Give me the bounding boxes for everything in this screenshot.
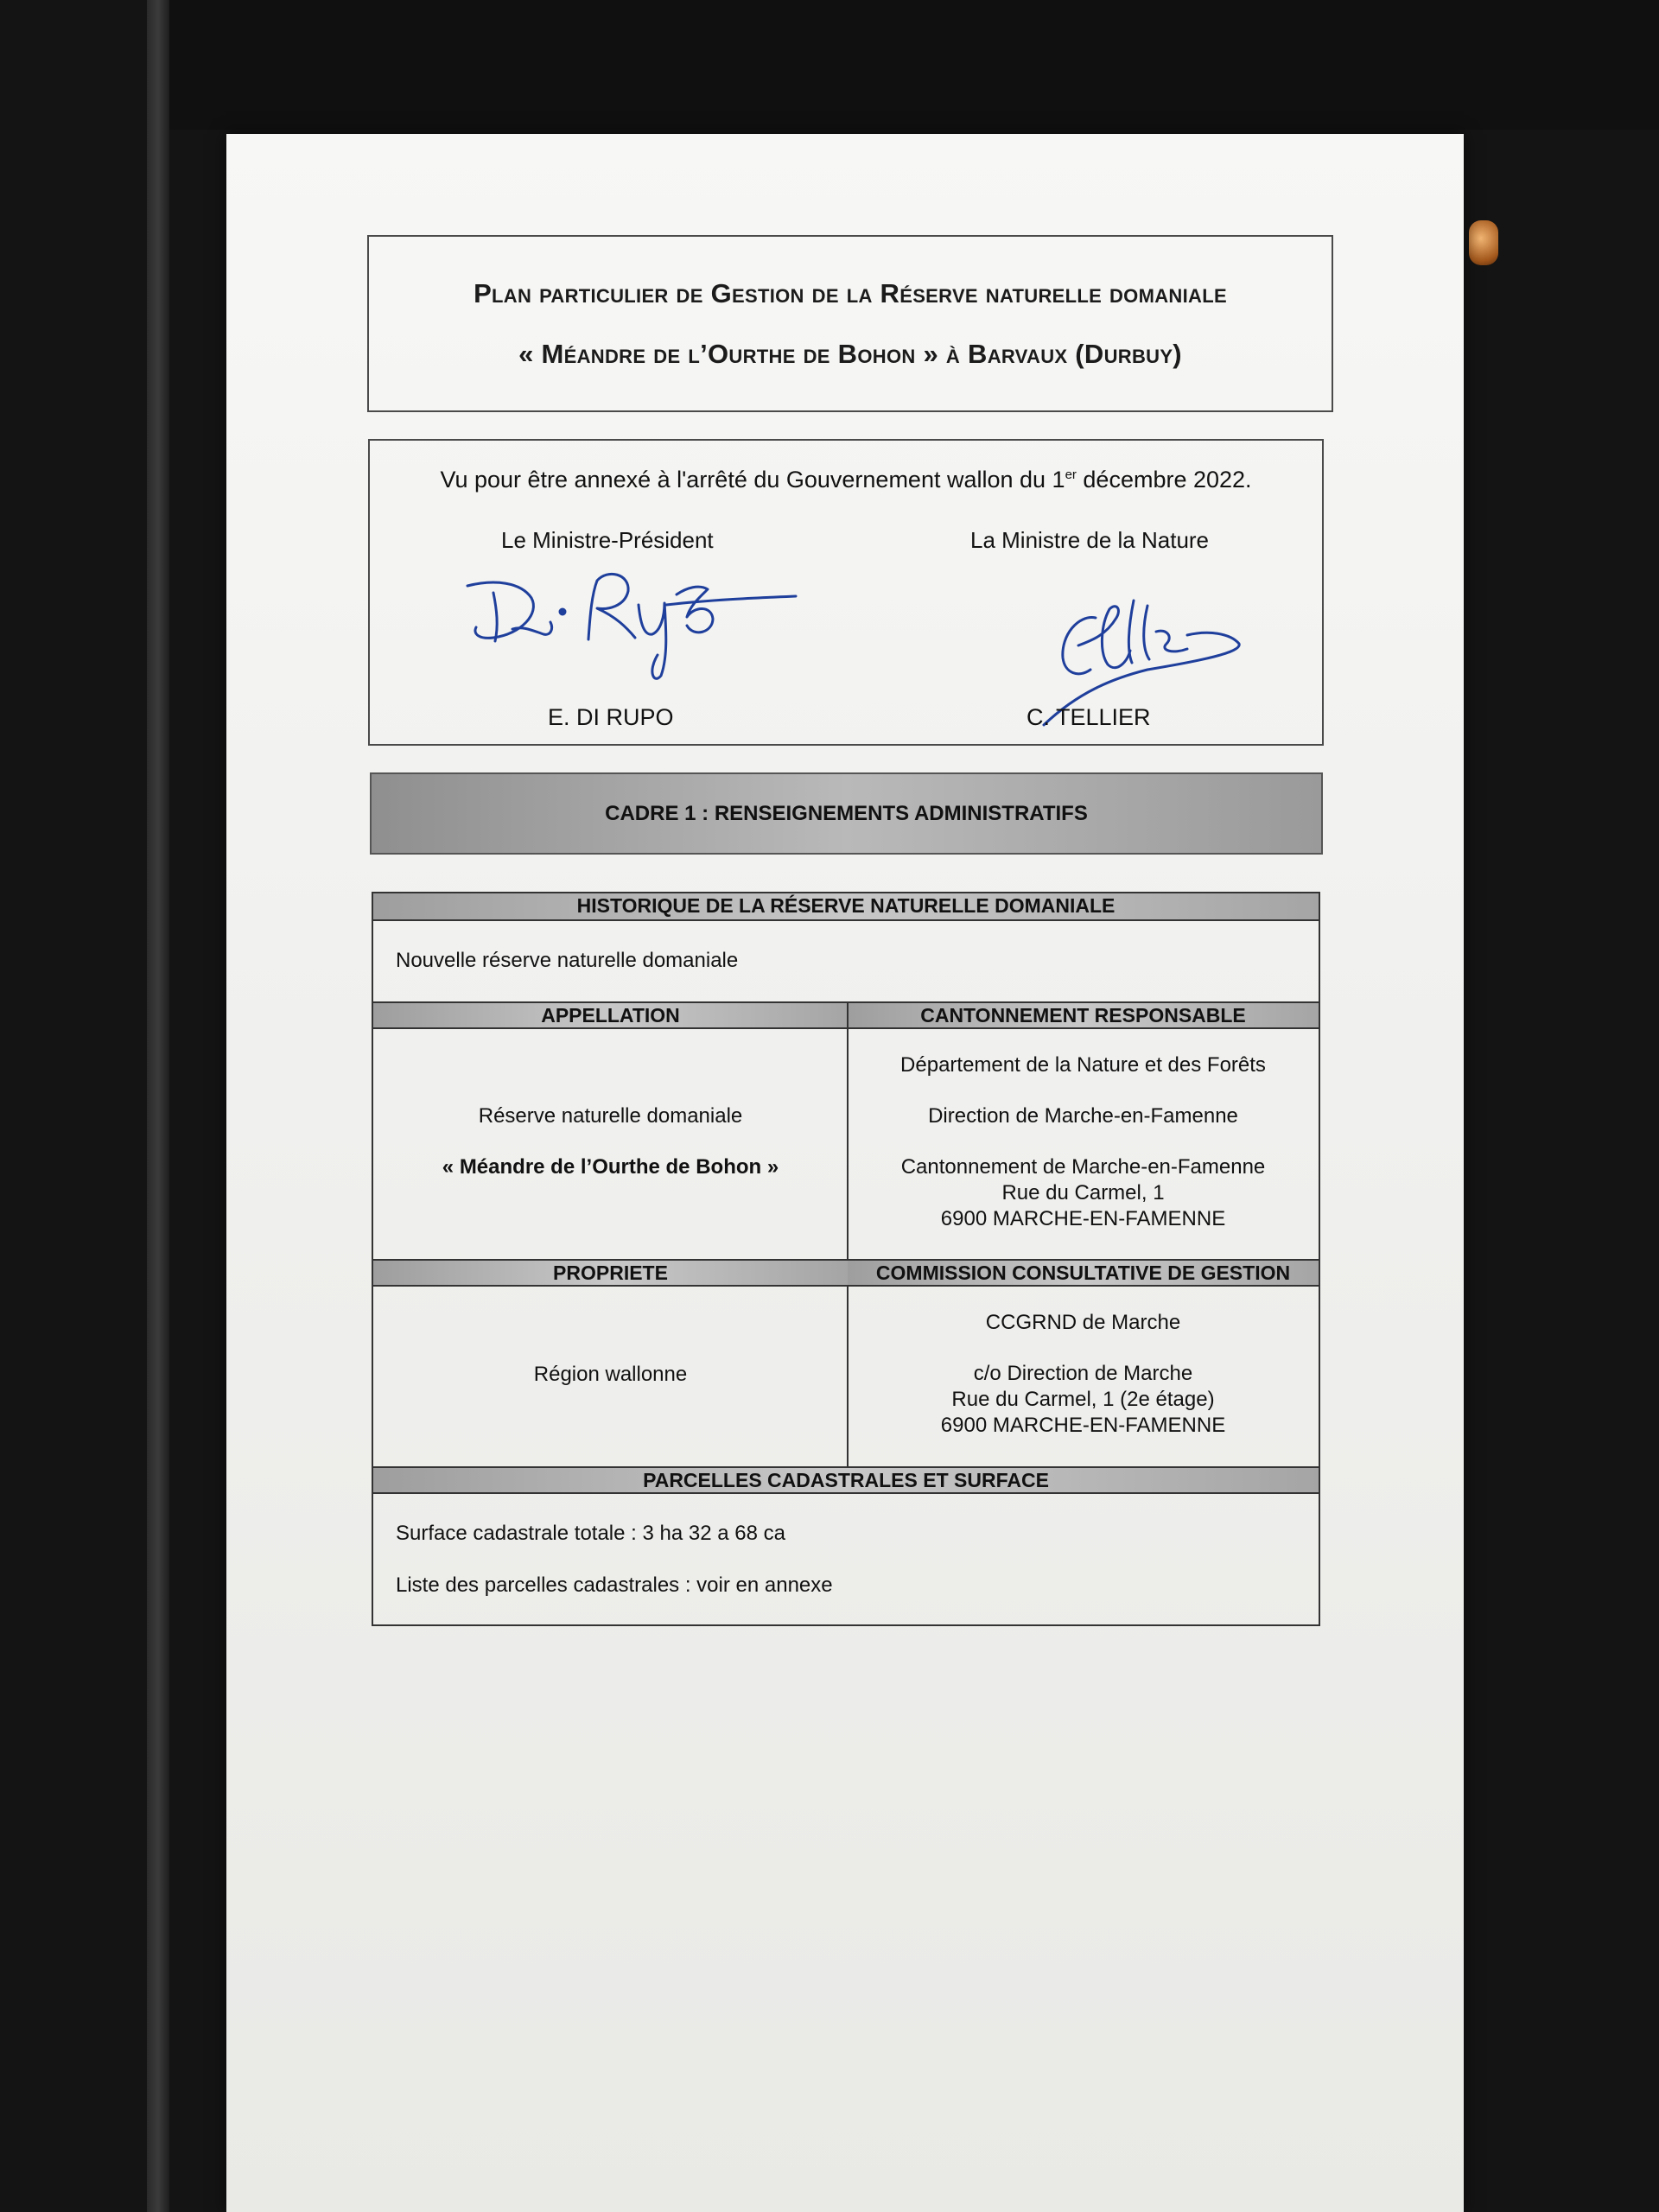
role-minister-nature: La Ministre de la Nature [970,527,1210,553]
cadre-1-label: CADRE 1 : RENSEIGNEMENTS ADMINISTRATIFS [605,801,1088,825]
propriete-header: PROPRIETE [373,1259,848,1287]
cadre-1-banner [370,772,1323,855]
signatory-name-left: E. DI RUPO [548,704,674,730]
title-line-1: Plan particulier de Gestion de la Réserve naturelle domaniale [474,278,1227,308]
appellation-cell [373,1103,848,1180]
parcelles-list-text: Liste des parcelles cadastrales : voir en annexe [396,1573,833,1597]
surface-text: Surface cadastrale totale : 3 ha 32 a 68 ca [396,1522,785,1545]
commission-line-4: 6900 MARCHE-EN-FAMENNE [940,1414,1226,1437]
cantonnement-line-1: Département de la Nature et des Forêts [900,1053,1266,1077]
commission-line-2: c/o Direction de Marche [973,1362,1193,1385]
commission-line-1: CCGRND de Marche [985,1311,1181,1334]
propriete-cell [373,1362,848,1388]
appellation-line-1: Réserve naturelle domaniale [478,1104,743,1128]
historique-text: Nouvelle réserve naturelle domaniale [396,949,739,972]
cantonnement-line-2: Direction de Marche-en-Famenne [928,1104,1238,1128]
role-minister-president: Le Ministre-Président [501,527,714,553]
cantonnement-header: CANTONNEMENT RESPONSABLE [848,1001,1319,1029]
commission-header: COMMISSION CONSULTATIVE DE GESTION [848,1259,1319,1287]
cantonnement-cell [848,1052,1319,1232]
annex-statement-date: décembre 2022. [1076,467,1252,493]
signatory-name-right: C. TELLIER [1027,704,1151,730]
commission-line-3: Rue du Carmel, 1 (2e étage) [951,1388,1215,1411]
signature-box [368,439,1324,746]
appellation-header: APPELLATION [373,1001,848,1029]
appellation-line-2: « Méandre de l’Ourthe de Bohon » [442,1155,779,1179]
copper-pin [1469,220,1498,265]
cantonnement-line-3: Cantonnement de Marche-en-Famenne [900,1155,1266,1179]
photo-background-top [169,0,1659,130]
annex-statement-text: Vu pour être annexé à l'arrêté du Gouvernement wallon du 1 [440,467,1065,493]
admin-info-table [372,892,1320,1626]
annex-statement [370,467,1322,493]
cantonnement-line-4: Rue du Carmel, 1 [1001,1181,1165,1205]
title-line-2: « Méandre de l’Ourthe de Bohon » à Barvaux (Durbuy) [518,339,1182,369]
cantonnement-line-5: 6900 MARCHE-EN-FAMENNE [940,1207,1226,1230]
title-box [367,235,1333,412]
display-frame-edge [147,0,169,2212]
signature-di-rupo [461,562,798,691]
propriete-text: Région wallonne [533,1363,688,1386]
historique-header: HISTORIQUE DE LA RÉSERVE NATURELLE DOMANIALE [373,893,1319,921]
parcelles-header: PARCELLES CADASTRALES ET SURFACE [373,1466,1319,1494]
commission-cell [848,1310,1319,1439]
annex-statement-sup: er [1065,467,1077,482]
